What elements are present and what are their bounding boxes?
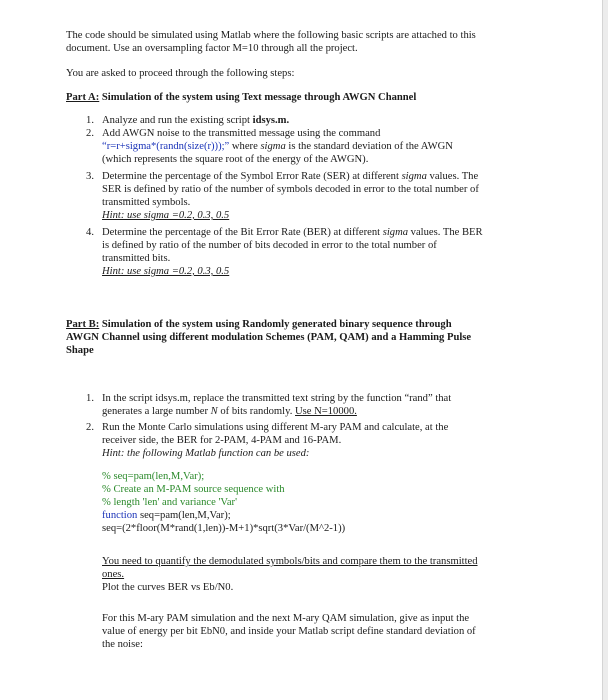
part-a-title: Simulation of the system using Text message through AWGN Channel	[99, 92, 417, 103]
part-a-item-1	[102, 114, 289, 127]
part-a-item-4-line-3: transmitted bits.	[102, 253, 171, 264]
part-b-item-2-line-2: receiver side, the BER for 2-PAM, 4-PAM and 16-PAM.	[102, 435, 342, 446]
part-a-label: Part A:	[66, 92, 100, 103]
intro-line-2: document. Use an oversampling factor M=10 through all the project.	[66, 43, 358, 54]
text-span: values. The	[426, 171, 479, 182]
part-b-item-1-line-1: In the script idsys.m, replace the transmitted text string by the function “rand” that	[102, 393, 452, 404]
final-line-1: For this M-ary PAM simulation and the next M-ary QAM simulation, give as input the	[102, 613, 470, 624]
part-a-item-1-number: 1.	[86, 115, 94, 126]
code-comment-1: % seq=pam(len,M,Var);	[102, 471, 205, 482]
part-a-item-1-text: Analyze and run the existing script	[102, 115, 253, 126]
steps-intro: You are asked to proceed through the following steps:	[66, 68, 295, 79]
intro-line-1: The code should be simulated using Matlab where the following basic scripts are attached to this	[66, 30, 476, 41]
text-span: generates a large number	[102, 406, 211, 417]
code-comment-3: % length 'len' and variance 'Var'	[102, 497, 237, 508]
plot-instruction: Plot the curves BER vs Eb/N0.	[102, 582, 234, 593]
quantify-line-1: You need to quantify the demodulated symbols/bits and compare them to the transmitted	[102, 556, 478, 567]
part-a-item-4-line-2: is defined by ratio of the number of bits decoded in error to the total number of	[102, 240, 437, 251]
part-a-item-2-number: 2.	[86, 128, 94, 139]
part-b-heading-line-3: Shape	[66, 345, 94, 356]
sigma-var: sigma	[382, 227, 409, 238]
part-a-item-4-line-1	[102, 226, 483, 239]
part-a-item-4-number: 4.	[86, 227, 94, 238]
part-b-label: Part B:	[66, 319, 100, 330]
part-b-title: Simulation of the system using Randomly generated binary sequence through	[99, 319, 452, 330]
text-span: values. The BER	[408, 227, 483, 238]
part-a-item-3-line-3: transmitted symbols.	[102, 197, 191, 208]
quantify-line-2: ones.	[102, 569, 125, 580]
sigma-var: sigma	[260, 141, 286, 152]
code-seq-line: seq=(2*floor(M*rand(1,len))-M+1)*sqrt(3*Var/(M^2-1))	[102, 523, 346, 534]
text-span: Determine the percentage of the Bit Error Rate (BER) at different	[102, 227, 383, 238]
code-function-line	[102, 509, 231, 522]
awgn-command-code: “r=r+sigma*(randn(size(r)));”	[102, 141, 230, 152]
final-line-3: the noise:	[102, 639, 143, 650]
part-b-heading-line-1	[66, 318, 452, 331]
part-a-item-2-line-1: Add AWGN noise to the transmitted message using the command	[102, 128, 381, 139]
part-a-item-3-line-1	[102, 170, 478, 183]
sigma-var: sigma	[401, 171, 427, 182]
final-line-2: value of energy per bit EbN0, and inside your Matlab script define standard deviation of	[102, 626, 476, 637]
part-a-heading	[66, 91, 416, 104]
n-var: N	[210, 406, 218, 417]
part-a-item-2-line-3: (which represents the square root of the energy of the AWGN).	[102, 154, 369, 165]
text-span: Determine the percentage of the Symbol Error Rate (SER) at different	[102, 171, 402, 182]
part-b-item-1-line-2	[102, 405, 357, 418]
code-comment-2: % Create an M-PAM source sequence with	[102, 484, 285, 495]
part-a-item-4-hint: Hint: use sigma =0.2, 0.3, 0.5	[102, 266, 230, 277]
part-b-item-2-hint: Hint: the following Matlab function can be used:	[102, 448, 310, 459]
code-text: seq=pam(len,M,Var);	[137, 510, 231, 521]
part-b-heading-line-2: AWGN Channel using different modulation Schemes (PAM, QAM) and a Hamming Pulse	[66, 332, 472, 343]
use-n-underlined: Use N=10000.	[295, 406, 357, 417]
text-span: where	[229, 141, 261, 152]
part-a-item-2-line-2	[102, 140, 453, 153]
text-span: is the standard deviation of the AWGN	[285, 141, 453, 152]
part-b-item-1-number: 1.	[86, 393, 94, 404]
part-a-item-3-number: 3.	[86, 171, 94, 182]
part-b-item-2-line-1: Run the Monte Carlo simulations using different M-ary PAM and calculate, at the	[102, 422, 449, 433]
text-span: of bits randomly.	[217, 406, 296, 417]
part-a-item-3-line-2: SER is defined by ratio of the number of symbols decoded in error to the total number of	[102, 184, 479, 195]
part-b-item-2-number: 2.	[86, 422, 94, 433]
code-keyword: function	[102, 510, 138, 521]
script-name: idsys.m.	[252, 115, 290, 126]
part-a-item-3-hint: Hint: use sigma =0.2, 0.3, 0.5	[102, 210, 230, 221]
